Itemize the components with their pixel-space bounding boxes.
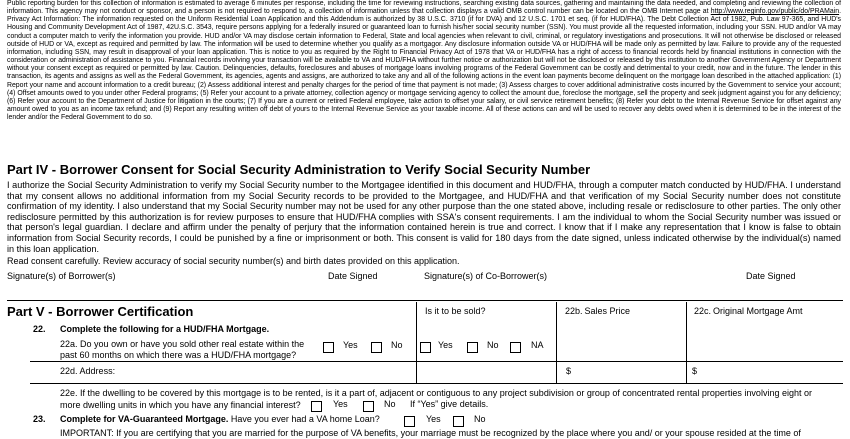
q22e-number: 22e. [60,388,78,398]
mortgage-amt-dollar: $ [692,366,698,376]
q22d-bottom-rule [30,383,843,384]
q22e-yes-label: Yes [333,399,348,409]
date-signed-borrower-label: Date Signed [328,271,378,281]
sold-yes-checkbox[interactable] [420,339,431,357]
checkbox-box[interactable] [467,342,478,353]
burden-text-2: . Privacy Act Information: The information requested on the Uniform Residential Loan Application and this Addendum is authorized by 38 U.S.C. 3710 (if for DVA) and 12 U.S.C. 1701 et seq. (if for HUD/FHA). The Debt Collection Act of 1982, Pub. Law 97-365, and HUD's Housing and Community Development Act of 1987, 42U.S.C. 3543, require persons applying for a federally insured or guaranteed loan to furnish his/her social security number (SSN). You must provide all the requested information, including your SSN. HUD and/or VA may conduct a computer match to verify the information you provide. HUD and/or VA may disclose certain information to Federal, State and local agencies when relevant to civil, criminal, or regulatory investigations and prosecutions. It will not otherwise be disclosed or released outside of HUD or VA, except as required and permitted by law. The information will be used to determine whether you qualify as a mortgagor. Any disclosure information outside VA or HUD/FHA will be made only as permitted by law. Failure to provide any of the requested information, including SSN, may result in disapproval of your loan application. This is notice to you as required by the Right to Financial Privacy Act of 1978 that VA or HUD/FHA has a right of access to financial records held by financial institutions in connection with the consideration or administration of assistance to you. Financial records involving your transaction will be available to VA and HUD/FHA without further notice or authorization but will not be disclosed or released by this institution to another Government Agency or Department without your consent except as required or permitted by law. Caution. Delinquencies, defaults, foreclosures and abuses of mortgage loans involving programs of the Federal Government can be costly and detrimental to your credit, now and in the future. The lender in this transaction, its agents and assigns as well as the Federal Government, its agencies, agents and assigns, are authorized to take any and all of the following actions in the event loan payments become delinquent on the mortgage loan described in the attached application: (1) Report your name and account information to a credit bureau; (2) Assess additional interest and penalty charges for the period of time that payment is not made; (3) Assess charges to cover additional administrative costs incurred by the Government to service your account; (4) Offset amounts owed to you under other Federal programs; (5) Refer your account to a private attorney, collection agency or mortgage servicing agency to collect the amount due, foreclose the mortgage, sell the property and seek judgment against you for any deficiency; (6) Refer your account to the Department of Justice for litigation in the courts; (7) If you are a current or retired Federal employee, take action to offset your salary, or civil service retirement benefits; (8) Refer your debt to the Internal Revenue Service for offset against any amount owed to you as an income tax refund; and (9) Report any resulting written off debt of yours to the Internal Revenue Service as your taxable income. All of these actions can and will be used to recover any debts owed when it is determined to be in the interest of the lender and/or the Federal Government to do so. [7,8,841,122]
sold-no-checkbox[interactable] [467,339,478,357]
q23-no-label: No [474,414,486,424]
va-marriage-notice: IMPORTANT: If you are certifying that you are married for the purpose of VA benefits, your marriage must be recognized by the place where you and/ or your spouse resided at the time of [60,428,801,438]
part-v-title: Part V - Borrower Certification [7,304,194,319]
sig-borrowers-label: Signature(s) of Borrower(s) [7,271,116,281]
q22a-yes-label: Yes [343,340,358,350]
checkbox-box[interactable] [420,342,431,353]
q22-text: Complete the following for a HUD/FHA Mortgage. [60,324,270,334]
q22a-no-checkbox[interactable] [371,339,382,357]
original-mortgage-label [694,306,803,316]
q23-number: 23. [33,414,46,424]
q22c-text: Original Mortgage Amt [713,306,803,316]
ssa-consent-text: I authorize the Social Security Administration to verify my Social Security number to the Mortgagee identified in this document and HUD/FHA, through a computer match conducted by HUD/FHA. I understand that my consent allows no additional information from my Social Security records to be provided to the Mortgagee, and HUD/FHA and that verification of my Social Security number does not constitute confirmation of my identity. I also understand that my Social Security number may not be used for any other purpose than the one stated above, including resale or redisclosure to other parties. The only other redisclosure permitted by this authorization is for review purposes to ensure that HUD/FHA complies with SSA's consent requirements. I am the individual to whom the Social Security number was issued or that person's legal guardian. I declare and affirm under the penalty of perjury that the information contained herein is true and correct. I know that if I make any representation that I know is false to obtain information from Social Security records, I could be punished by a fine or imprisonment or both. This consent is valid for 180 days from the date signed, unless indicated otherwise by the individual(s) named in this loan application. [7,180,841,254]
q23-text: Have you ever had a VA home Loan? [230,414,380,424]
q23-bold-text: Complete for VA-Guaranteed Mortgage. [60,414,229,424]
checkbox-box[interactable] [404,416,415,427]
q22d-top-rule [30,361,843,362]
q22a-question [60,339,304,360]
q22e-text-line2: more dwelling units in which you have any financial interest? [60,400,301,410]
date-signed-coborrower-label: Date Signed [746,271,796,281]
checkbox-box[interactable] [311,401,322,412]
checkbox-box[interactable] [323,342,334,353]
read-consent-note: Read consent carefully. Review accuracy of social security number(s) and birth dates provided on this application. [7,256,460,266]
sales-price-field[interactable] [575,363,683,381]
sales-price-dollar: $ [566,366,572,376]
sold-no-label: No [487,340,499,350]
q22-number: 22. [33,324,46,334]
q22d-address-field[interactable] [100,363,412,381]
sold-na-label: NA [531,340,544,350]
privacy-act-notice [7,0,841,122]
coborrower-signature-field[interactable] [424,282,734,298]
q22e-give-details: If “Yes” give details. [410,399,489,409]
q22a-text-line1: Do you own or have you sold other real estate within the [80,339,305,349]
q22a-number: 22a. [60,339,78,349]
checkbox-box[interactable] [453,416,464,427]
sold-na-checkbox[interactable] [510,339,521,357]
mortgage-amt-field[interactable] [701,363,841,381]
is-it-to-be-sold-label: Is it to be sold? [425,306,486,316]
omb-link[interactable]: http://www.reginfo.gov/public/do/PRAMain [710,8,840,16]
sold-yes-label: Yes [438,340,453,350]
q22a-text-line2: past 60 months on which there was a HUD/FHA mortgage? [60,349,297,360]
column-rule-2 [556,302,557,384]
q22b-text: Sales Price [584,306,631,316]
q23-question [60,414,380,424]
q22b-number: 22b. [565,306,583,316]
sales-price-label [565,306,630,316]
q22a-yes-checkbox[interactable] [323,339,334,357]
borrower-signature-field[interactable] [7,282,317,298]
q22d-number: 22d. [60,366,78,376]
q23-yes-label: Yes [426,414,441,424]
q22c-number: 22c. [694,306,712,316]
q22a-no-label: No [391,340,403,350]
checkbox-box[interactable] [371,342,382,353]
sig-coborrowers-label: Signature(s) of Co-Borrower(s) [424,271,548,281]
part-iv-title: Part IV - Borrower Consent for Social Security Administration to Verify Social Security Number [7,162,591,177]
coborrower-date-field[interactable] [735,282,840,298]
borrower-date-field[interactable] [318,282,418,298]
checkbox-box[interactable] [510,342,521,353]
checkbox-box[interactable] [363,401,374,412]
part-v-top-rule [7,300,843,301]
q22e-text-line1: If the dwelling to be covered by this mortgage is to be rented, is it a part of, adjacent or contiguous to any project subdivision or group of concentrated rental properties involving eight or [80,388,812,398]
q22e-no-label: No [384,399,396,409]
column-rule-1 [416,302,417,384]
q22d-text: Address: [79,366,116,376]
column-rule-3 [686,302,687,384]
burden-text-1: Public reporting burden for this collection of information is estimated to average 6 minutes per response, including the time for reviewing instructions, searching existing data sources, gathering and maintaining the data needed, and completing and reviewing the collection of information. This agency may not conduct or sponsor, and a person is not required to respond to, a collection of information unless that collection displays a valid OMB control number can be located on the OMB Internet page at [7,0,841,16]
